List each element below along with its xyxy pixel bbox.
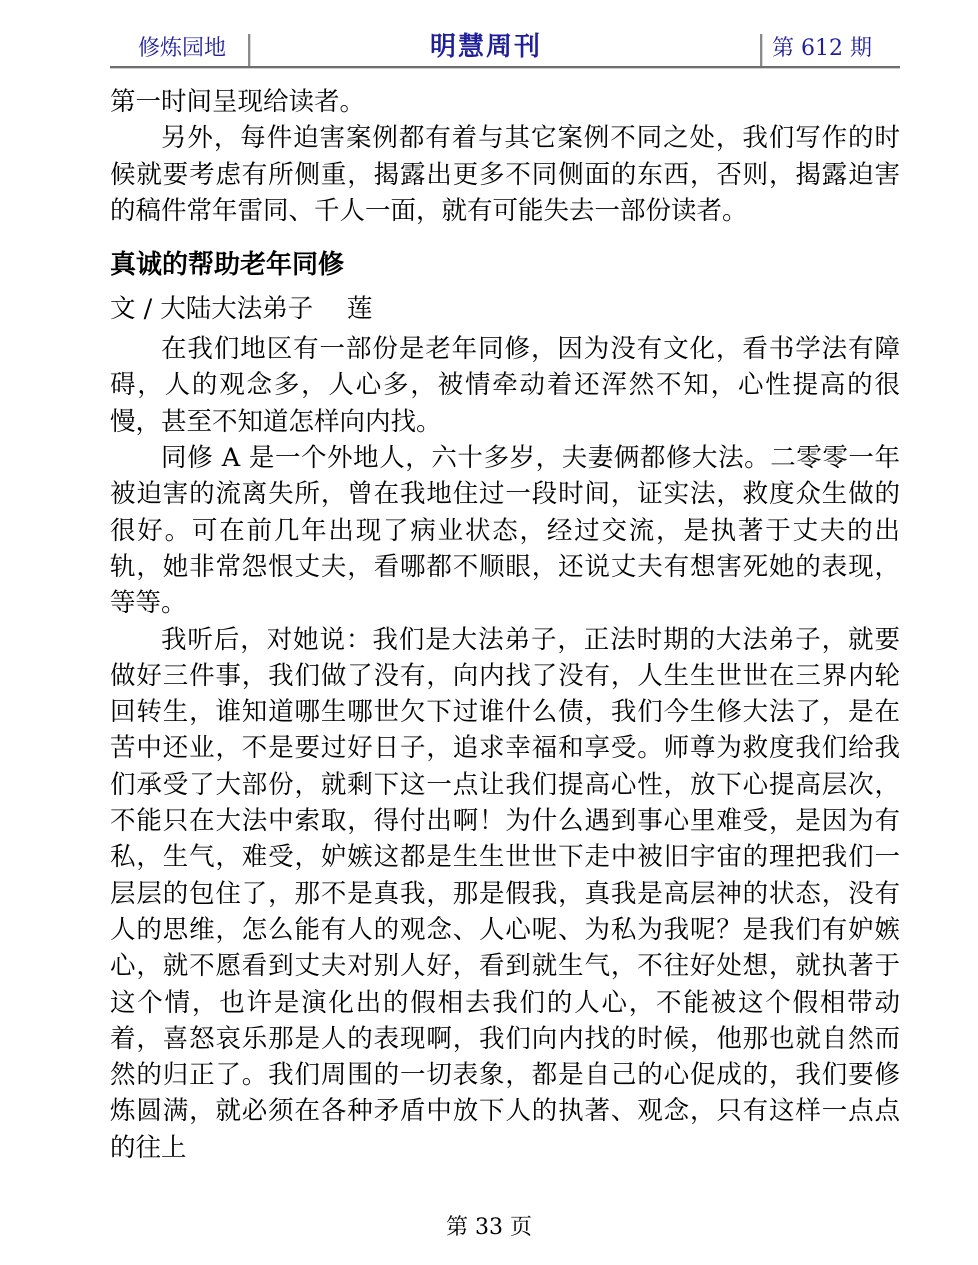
- header-rule: [110, 66, 900, 68]
- article-byline: 文 / 大陆大法弟子 莲: [110, 294, 373, 325]
- continued-paragraph: 第一时间呈现给读者。: [110, 87, 366, 117]
- header-divider: [248, 34, 250, 66]
- article-title: 真诚的帮助老年同修: [110, 250, 345, 281]
- body-paragraph: 同修 A 是一个外地人，六十多岁，夫妻俩都修大法。二零零一年被迫害的流离失所，曾在我地住过一段时间，证实法，救度众生做的很好。可在前几年出现了病业状态，经过交流，是执著于丈夫的出轨，她非常怨恨丈夫，看哪都不顺眼，还说丈夫有想害死她的表现，等等。: [110, 443, 900, 619]
- body-paragraph: 在我们地区有一部份是老年同修，因为没有文化，看书学法有障碍，人的观念多，人心多，被情牵动着还浑然不知，心性提高的很慢，甚至不知道怎样向内找。: [110, 334, 900, 437]
- publication-title: 明慧周刊: [430, 32, 543, 62]
- page-header: [110, 26, 900, 66]
- page-number: 第 33 页: [446, 1215, 532, 1240]
- issue-number: 第 612 期: [772, 36, 872, 61]
- intro-paragraph: 另外，每件迫害案例都有着与其它案例不同之处，我们写作的时候就要考虑有所侧重，揭露出更多不同侧面的东西，否则，揭露迫害的稿件常年雷同、千人一面，就有可能失去一部份读者。: [110, 123, 900, 226]
- body-paragraph: 我听后，对她说：我们是大法弟子，正法时期的大法弟子，就要做好三件事，我们做了没有，向内找了没有，人生生世世在三界内轮回转生，谁知道哪生哪世欠下过谁什么债，我们今生修大法了，是在苦中还业，不是要过好日子，追求幸福和享受。师尊为救度我们给我们承受了大部份，就剩下这一点让我们提高心性，放下心提高层次，不能只在大法中索取，得付出啊！为什么遇到事心里难受，是因为有私，生气，难受，妒嫉这都是生生世世下走中被旧宇宙的理把我们一层层的包住了，那不是真我，那是假我，真我是高层神的状态，没有人的思维，怎么能有人的观念、人心呢、为私为我呢？是我们有妒嫉心，就不愿看到丈夫对别人好，看到就生气，不往好处想，就执著于这个情，也许是演化出的假相去我们的人心，不能被这个假相带动着，喜怒哀乐那是人的表现啊，我们向内找的时候，他那也就自然而然的归正了。我们周围的一切表象，都是自己的心促成的，我们要修炼圆满，就必须在各种矛盾中放下人的执著、观念，只有这样一点点的往上: [110, 624, 900, 1163]
- section-name: 修炼园地: [138, 36, 227, 61]
- header-divider: [760, 34, 762, 66]
- page-content: [110, 84, 900, 1166]
